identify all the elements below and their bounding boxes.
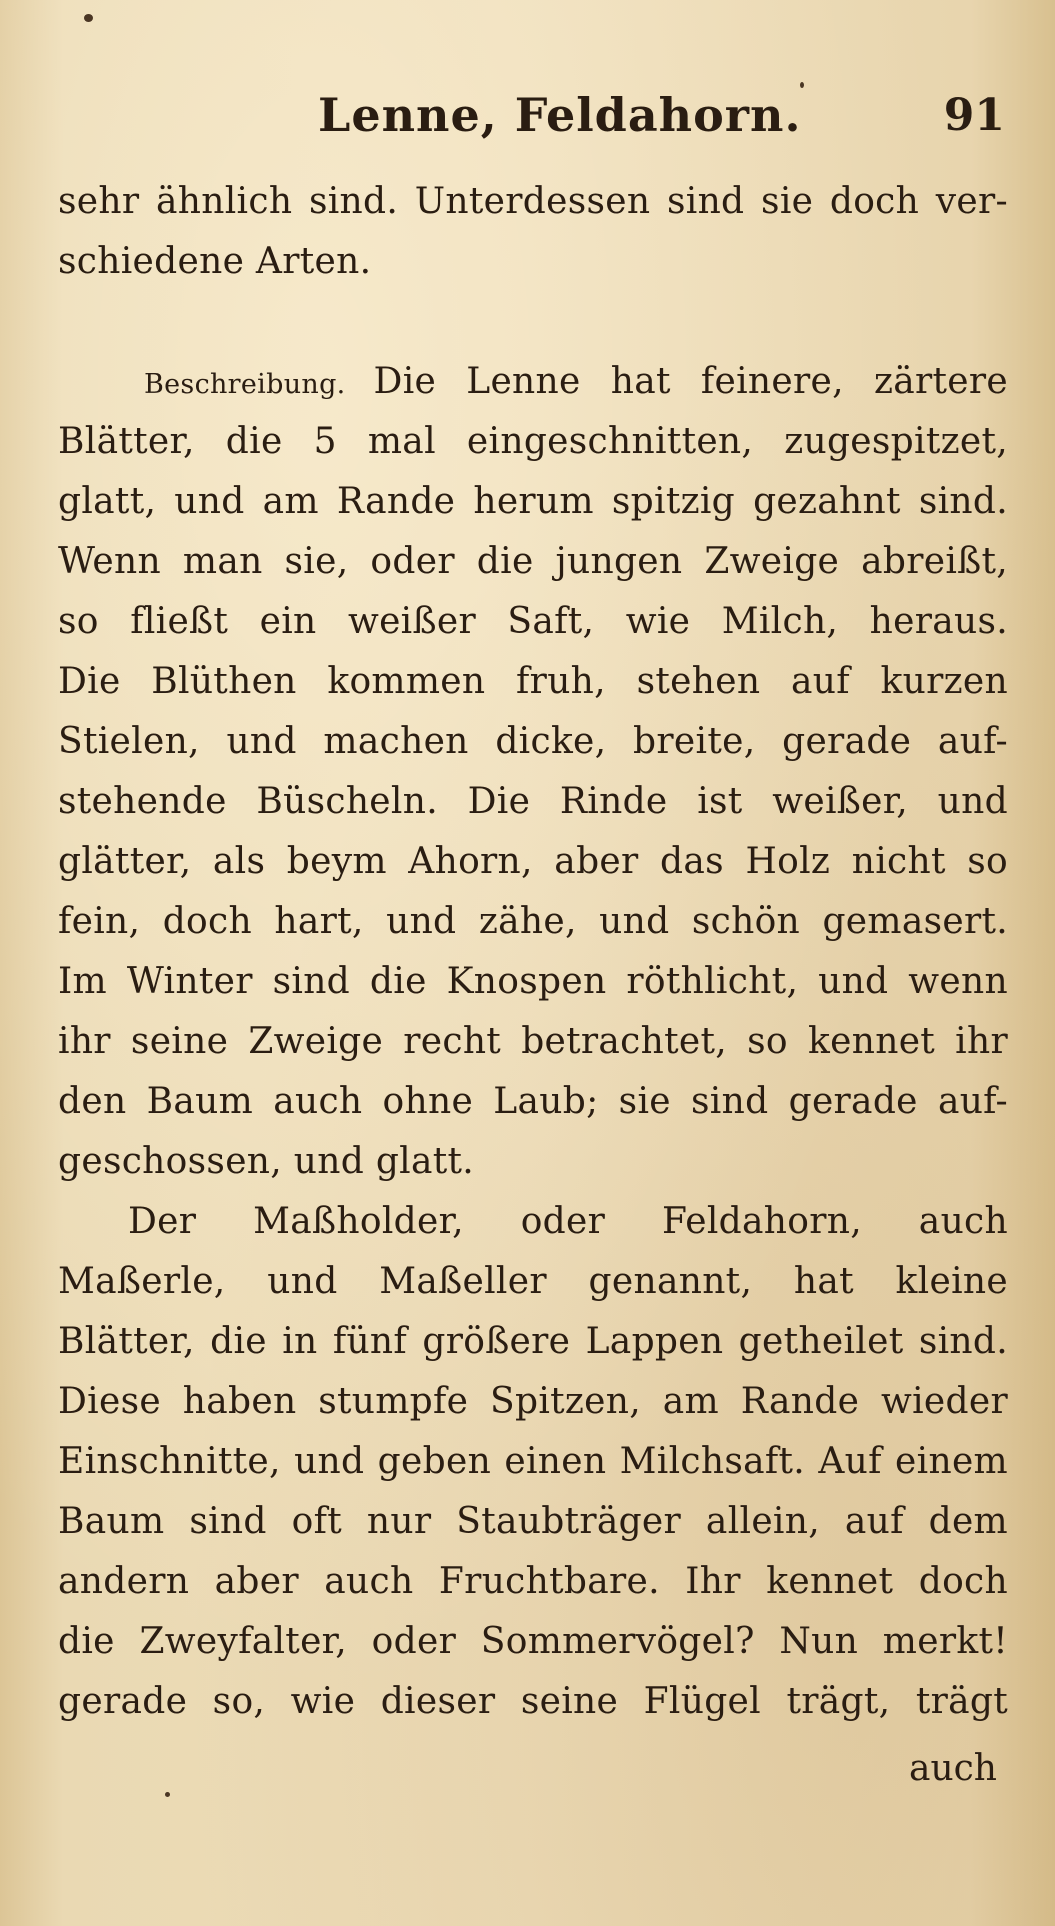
text-line: ihr seine Zweige recht betrachtet, so kennet ihr — [58, 1021, 1008, 1062]
text-line: den Baum auch ohne Laub; sie sind gerade auf- — [58, 1081, 1008, 1122]
text-line: glätter, als beym Ahorn, aber das Holz nicht so — [58, 841, 1008, 882]
body-text — [58, 172, 1008, 1732]
text-line: Einschnitte, und geben einen Milchsaft. Auf einem — [58, 1441, 1008, 1482]
text-line: Blätter, die 5 mal eingeschnitten, zugespitzet, — [58, 421, 1008, 462]
text-line: Diese haben stumpfe Spitzen, am Rande wieder — [58, 1381, 1008, 1422]
text-line: fein, doch hart, und zähe, und schön gemasert. — [58, 901, 1008, 942]
catchword: auch — [909, 1748, 997, 1789]
text-line: Baum sind oft nur Staubträger allein, auf dem — [58, 1501, 1008, 1542]
text-line — [58, 352, 1008, 412]
paragraph-gap — [58, 292, 1008, 352]
page-header — [0, 88, 1055, 148]
text-line: schiedene Arten. — [58, 241, 372, 282]
text-line: Blätter, die in fünf größere Lappen getheilet sind. — [58, 1321, 1008, 1362]
text-line: andern aber auch Fruchtbare. Ihr kennet doch — [58, 1561, 1008, 1602]
ink-speck — [84, 14, 93, 22]
page-number: 91 — [943, 90, 1005, 141]
text-line: Im Winter sind die Knospen röthlicht, und wenn — [58, 961, 1008, 1002]
text-line: Der Maßholder, oder Feldahorn, auch — [128, 1201, 1008, 1242]
text-line: Wenn man sie, oder die jungen Zweige abreißt, — [58, 541, 1008, 582]
text-line: die Zweyfalter, oder Sommervögel? Nun merkt! — [58, 1621, 1008, 1662]
text-line: gerade so, wie dieser seine Flügel trägt, trägt — [58, 1681, 1008, 1722]
text-line: Die Blüthen kommen fruh, stehen auf kurzen — [58, 661, 1008, 702]
text-segment: Die Lenne hat feinere, zärtere — [373, 361, 1008, 402]
ink-speck — [165, 1792, 170, 1797]
text-line: Maßerle, und Maßeller genannt, hat kleine — [58, 1261, 1008, 1302]
text-line: stehende Büscheln. Die Rinde ist weißer, und — [58, 781, 1008, 822]
text-line: glatt, und am Rande herum spitzig gezahnt sind. — [58, 481, 1008, 522]
text-line: sehr ähnlich sind. Unterdessen sind sie doch ver- — [58, 181, 1008, 222]
text-line: so fließt ein weißer Saft, wie Milch, heraus. — [58, 601, 1008, 642]
text-line: Stielen, und machen dicke, breite, gerade auf- — [58, 721, 1008, 762]
text-line: geschossen, und glatt. — [58, 1141, 475, 1182]
section-lead: Beschreibung. — [144, 369, 346, 400]
running-title: Lenne, Feldahorn. — [318, 88, 802, 142]
